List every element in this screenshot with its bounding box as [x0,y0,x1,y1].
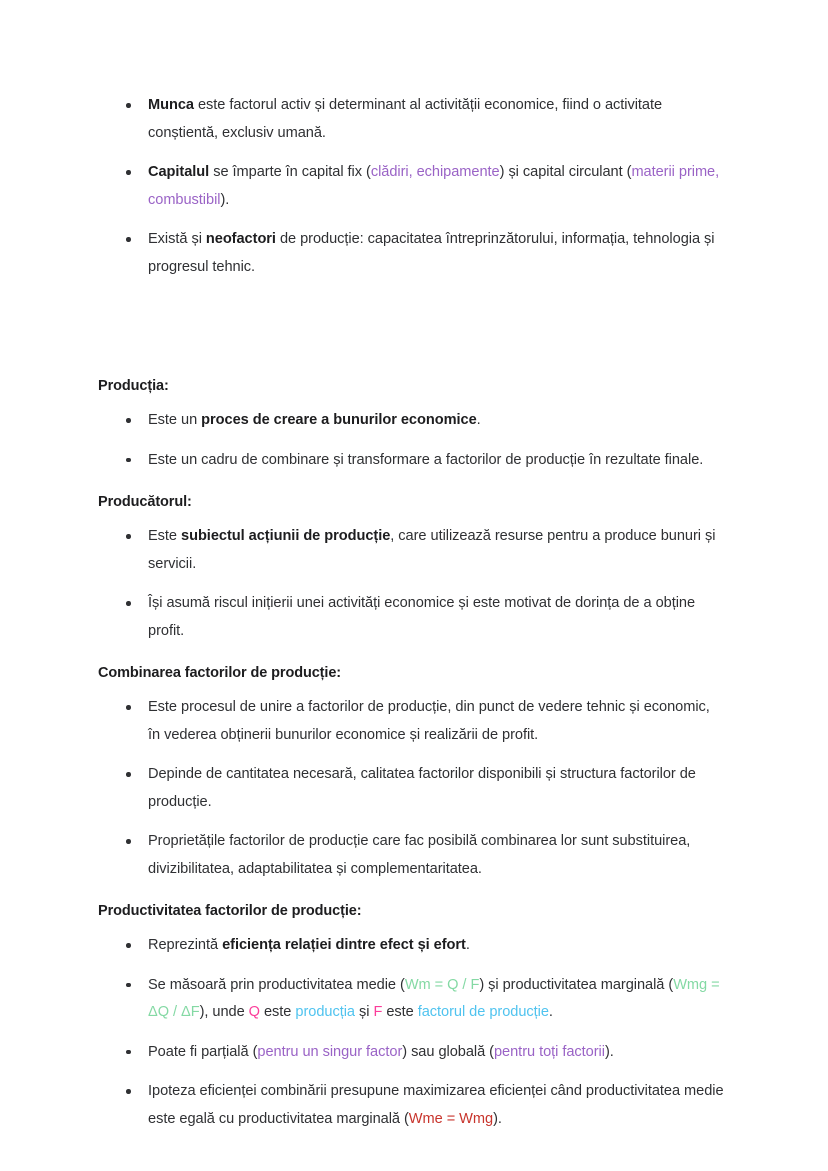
term-factorul-de-productie: factorul de producție [417,1004,549,1021]
bullet-text: Este procesul de unire a factorilor de producție, din punct de vedere tehnic și economic, în vederea obținerii bunurilor economice și realizării de profit. [148,699,710,743]
bullet-bold-phrase: subiectul acțiunii de producție [181,528,391,545]
list-item [98,407,724,435]
bullet-text: ) și capital circulant ( [499,164,632,180]
bullet-list-productivitatea [98,932,724,1133]
bullet-text: Își asumă riscul inițierii unei activități economice și este motivat de dorința de a obține profit. [148,595,696,639]
bullet-dot-icon [126,601,131,606]
list-item [98,972,724,1027]
list-item [98,226,724,281]
highlight-purple: materii prime, combustibil [148,164,720,208]
list-item [98,1078,724,1133]
bullet-dot-icon [126,943,131,948]
bullet-dot-icon [126,237,131,242]
bullet-lead-term: Capitalul [148,164,210,180]
bullet-dot-icon [126,418,131,423]
bullet-lead-term: Munca [148,97,194,113]
spacer [98,513,724,523]
section-heading-productivitatea: Productivitatea factorilor de producție: [98,903,362,920]
bullet-text: , care utilizează resurse pentru a produce bunuri și servicii. [148,528,716,572]
bullet-text: este [259,1004,296,1021]
bullet-text: Depinde de cantitatea necesară, calitatea factorilor disponibili și structura factorilor de producție. [148,766,696,810]
section-heading-combinarea: Combinarea factorilor de producție: [98,665,342,682]
bullet-text: Se măsoară prin productivitatea medie ( [148,976,405,993]
bullet-bold-phrase: eficiența relației dintre efect și efort [222,937,466,954]
formula-average-productivity: Wm = Q / F [404,976,480,993]
bullet-bold-phrase: proces de creare a bunurilor economice [201,412,477,429]
bullet-text: Proprietățile factorilor de producție care fac posibilă combinarea lor sunt substituirea, divizibilitatea, adaptabilitatea și complementaritatea. [148,833,691,877]
list-item [98,523,724,578]
term-productia: producția [295,1004,355,1021]
bullet-text: . [476,412,481,429]
bullet-text: ) sau globală ( [402,1043,494,1060]
spacer [98,684,724,694]
bullet-text: Este [148,528,182,545]
bullet-text: . [548,1004,553,1021]
section-heading-producatorul: Producătorul: [98,494,192,511]
bullet-text: este [382,1004,418,1021]
list-item [98,761,724,816]
bullet-dot-icon [126,170,131,175]
bullet-text: ). [220,191,230,208]
list-item [98,694,724,749]
symbol-f: F [373,1004,383,1021]
intro-bullet-list [98,92,724,281]
bullet-list-combinarea [98,694,724,883]
bullet-dot-icon [126,983,131,988]
spacer [98,645,724,663]
bullet-list-producatorul [98,523,724,645]
bullet-text: de producție: capacitatea întreprinzătorului, informația, tehnologia și progresul tehnic. [148,231,715,275]
spacer [98,474,724,492]
bullet-dot-icon [126,1089,131,1094]
bullet-text: ). [604,1043,614,1060]
bullet-text: ). [493,1110,502,1127]
bullet-dot-icon [126,103,131,108]
bullet-text: . [465,937,470,954]
list-item [98,92,724,147]
bullet-lead-term: neofactori [205,231,276,247]
document-content [98,92,724,1133]
list-item [98,828,724,883]
section-gap [98,281,724,376]
section-heading-productia: Producția: [98,378,169,394]
bullet-text: este factorul activ și determinant al activității economice, fiind o activitate conștientă, exclusiv umană. [148,97,663,141]
formula-wme-equals-wmg: Wme = Wmg [408,1110,494,1127]
bullet-list-productia [98,407,724,474]
highlight-purple: clădiri, echipamente [370,164,500,180]
bullet-text: se împarte în capital fix ( [209,164,371,180]
spacer [98,397,724,407]
spacer [98,883,724,901]
bullet-dot-icon [126,772,131,777]
bullet-text: Ipoteza eficienței combinării presupune maximizarea eficienței când productivitatea medie este egală cu productivitatea marginală ( [148,1083,724,1127]
highlight-purple: pentru toți factorii [493,1043,605,1060]
bullet-text: ), unde [199,1004,249,1021]
list-item [98,932,724,960]
symbol-q: Q [248,1004,260,1021]
bullet-dot-icon [126,1050,131,1055]
list-item [98,1039,724,1067]
bullet-text: Este un cadru de combinare și transformare a factorilor de producție în rezultate finale. [148,451,704,468]
bullet-dot-icon [126,705,131,710]
bullet-text: ) și productivitatea marginală ( [479,976,674,993]
bullet-dot-icon [126,839,131,844]
bullet-text: Este un [148,412,202,429]
bullet-dot-icon [126,458,131,463]
bullet-text: Poate fi parțială ( [148,1043,258,1060]
highlight-purple: pentru un singur factor [257,1043,403,1060]
bullet-text: Există și [148,231,206,247]
bullet-dot-icon [126,534,131,539]
spacer [98,922,724,932]
list-item [98,159,724,214]
list-item [98,590,724,645]
bullet-text: Reprezintă [148,937,223,954]
list-item [98,447,724,475]
formula-marginal-productivity: Wmg = ΔQ / ΔF [148,976,720,1021]
bullet-text: și [354,1004,374,1021]
